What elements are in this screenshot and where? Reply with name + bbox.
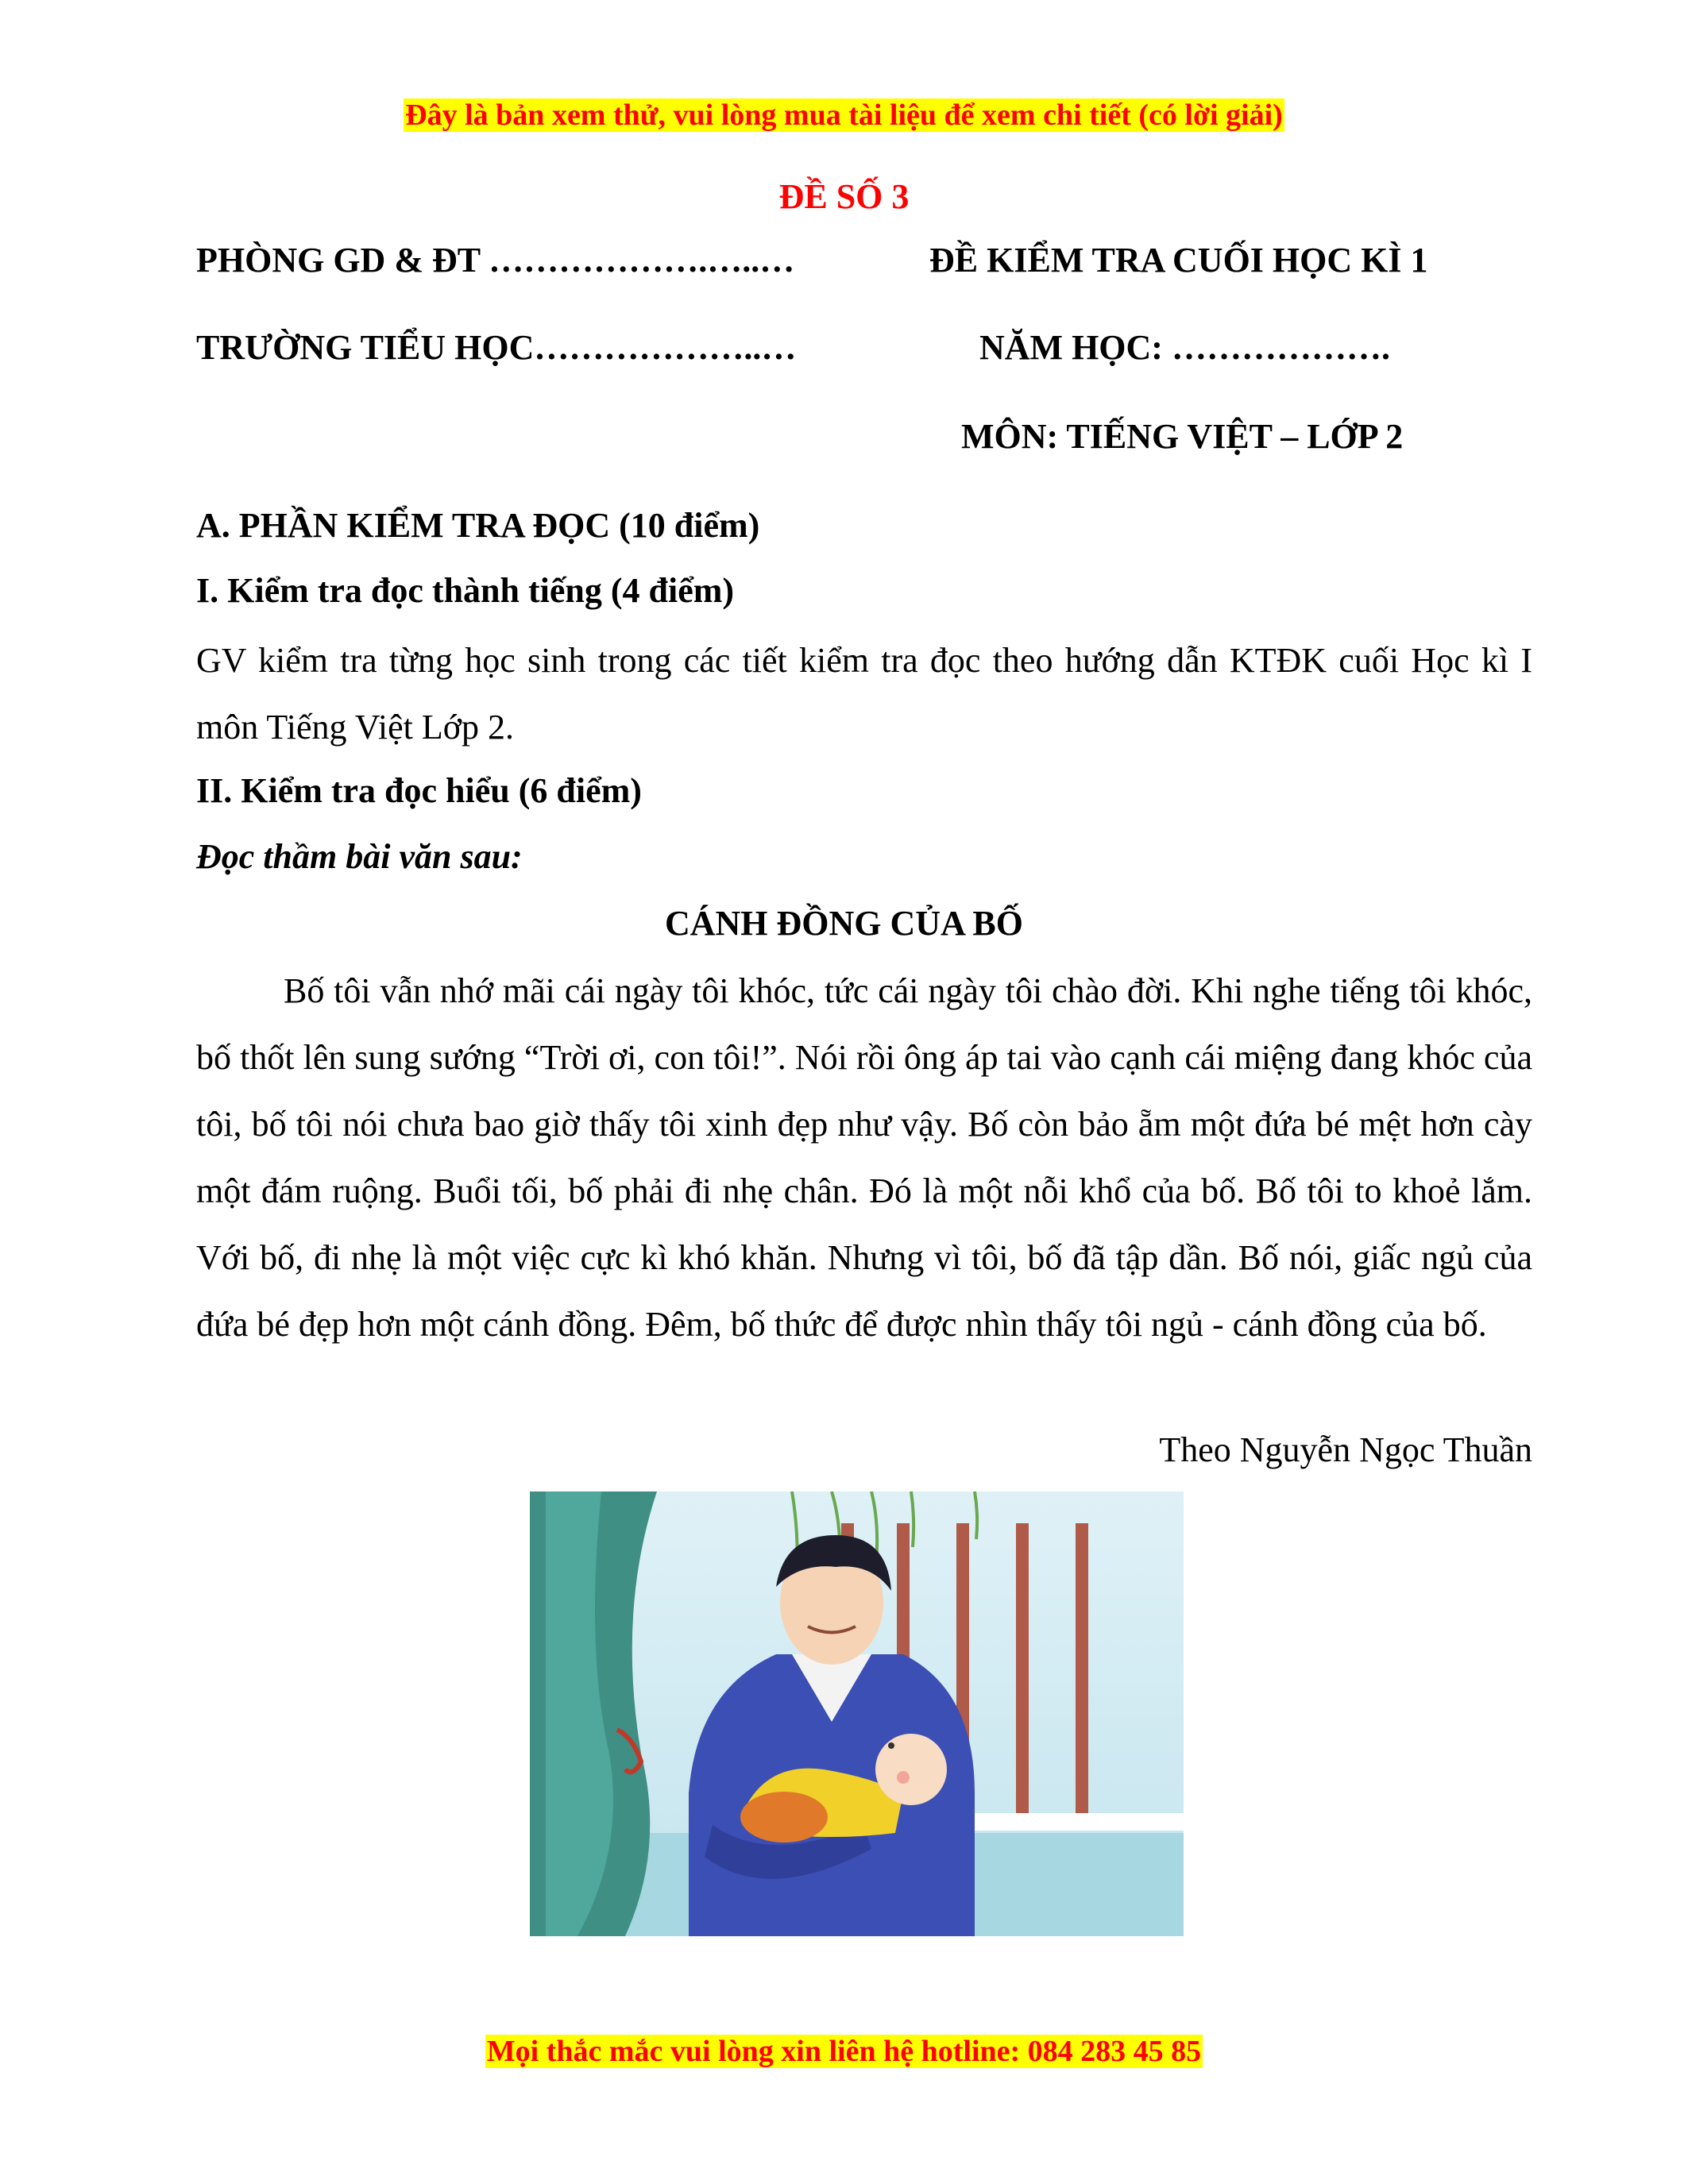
school-year: NĂM HỌC: ………………. xyxy=(979,328,1390,367)
subject-line: MÔN: TIẾNG VIỆT – LỚP 2 xyxy=(961,417,1404,456)
exam-number: ĐỀ SỐ 3 xyxy=(778,177,910,216)
father-baby-illustration xyxy=(530,1491,1184,1936)
story-text: Bố tôi vẫn nhớ mãi cái ngày tôi khóc, tức cái ngày tôi chào đời. Khi nghe tiếng tôi khóc, bố thốt lên sung sướng “Trời ơi, con tôi!”. Nói rồi ông áp tai vào cạnh cái miệng đang khóc của tôi, bố tôi nói chưa bao giờ thấy tôi xinh đẹp như vậy. Bố còn bảo ẵm một đứa bé mệt hơn cày một đám ruộng. Buổi tối, bố phải đi nhẹ chân. Đó là một nỗi khổ của bố. Bố tôi to khoẻ lắm. Với bố, đi nhẹ là một việc cực kì khó khăn. Nhưng vì tôi, bố đã tập dần. Bố nói, giấc ngủ của đứa bé đẹp hơn một cánh đồng. Đêm, bố thức để được nhìn thấy tôi ngủ - cánh đồng của bố. xyxy=(196,971,1532,1344)
part1-text: GV kiểm tra từng học sinh trong các tiết kiểm tra đọc theo hướng dẫn KTĐK cuối Học kì I môn Tiếng Việt Lớp 2. xyxy=(196,641,1532,747)
story-title: CÁNH ĐỒNG CỦA BỐ xyxy=(664,904,1024,943)
preview-notice xyxy=(0,97,1688,133)
footer-contact-text: Mọi thắc mắc vui lòng xin liên hệ hotline: 084 283 45 85 xyxy=(486,2035,1202,2068)
department-line: PHÒNG GD & ĐT ……………….…..… xyxy=(196,241,795,280)
story-author: Theo Nguyễn Ngọc Thuần xyxy=(1159,1430,1532,1469)
part1-title: I. Kiểm tra đọc thành tiếng (4 điểm) xyxy=(196,571,735,610)
part2-title: II. Kiểm tra đọc hiểu (6 điểm) xyxy=(196,771,642,810)
section-a-title: A. PHẦN KIỂM TRA ĐỌC (10 điểm) xyxy=(196,506,760,545)
reading-instruction: Đọc thầm bài văn sau: xyxy=(196,837,523,876)
school-line: TRƯỜNG TIỂU HỌC………………..… xyxy=(196,328,797,367)
footer-contact xyxy=(0,2033,1688,2070)
preview-notice-text: Đây là bản xem thử, vui lòng mua tài liệu để xem chi tiết (có lời giải) xyxy=(405,98,1283,132)
exam-title: ĐỀ KIỂM TRA CUỐI HỌC KÌ 1 xyxy=(929,241,1428,280)
